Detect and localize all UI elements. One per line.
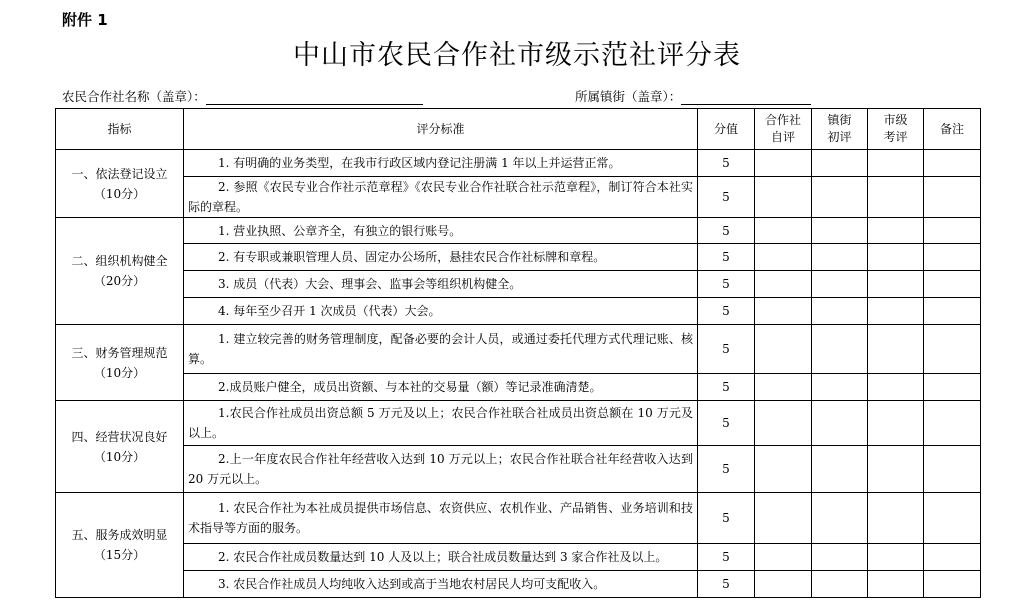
self-eval-cell[interactable] [755,571,812,598]
table-row [56,271,981,298]
self-eval-cell[interactable] [755,544,812,571]
header-town-eval-line1: 镇街 [827,113,852,127]
score-cell: 5 [698,177,755,218]
score-cell: 5 [698,446,755,493]
remarks-cell[interactable] [924,544,981,571]
city-eval-cell[interactable] [868,544,924,571]
town-eval-cell[interactable] [812,218,868,244]
category-points: （10分） [93,365,146,380]
town-eval-cell[interactable] [812,374,868,401]
header-city-eval-line1: 市级 [883,113,908,127]
table-row [56,493,981,544]
table-row [56,374,981,401]
town-eval-cell[interactable] [812,177,868,218]
table-row [56,325,981,374]
remarks-cell[interactable] [924,493,981,544]
criteria-cell: 4. 每年至少召开 1 次成员（代表）大会。 [184,298,698,325]
town-eval-cell[interactable] [812,493,868,544]
town-field [575,87,811,105]
city-eval-cell[interactable] [868,374,924,401]
score-cell: 5 [698,298,755,325]
criteria-cell: 2. 参照《农民专业合作社示范章程》《农民专业合作社联合社示范章程》，制订符合本社实际的章程。 [184,177,698,218]
remarks-cell[interactable] [924,374,981,401]
city-eval-cell[interactable] [868,244,924,271]
self-eval-cell[interactable] [755,493,812,544]
table-row [56,544,981,571]
criteria-cell: 2. 有专职或兼职管理人员、固定办公场所，悬挂农民合作社标牌和章程。 [184,244,698,271]
category-cell [56,493,184,598]
town-eval-cell[interactable] [812,401,868,446]
criteria-cell: 1. 有明确的业务类型，在我市行政区域内登记注册满 1 年以上并运营正常。 [184,150,698,177]
self-eval-cell[interactable] [755,298,812,325]
category-cell [56,325,184,401]
self-eval-cell[interactable] [755,150,812,177]
remarks-cell[interactable] [924,298,981,325]
header-criteria: 评分标准 [184,109,698,150]
self-eval-cell[interactable] [755,271,812,298]
town-eval-cell[interactable] [812,571,868,598]
town-blank[interactable] [681,90,811,105]
category-name: 三、财务管理规范 [71,345,168,360]
self-eval-cell[interactable] [755,374,812,401]
criteria-cell: 1. 建立较完善的财务管理制度，配备必要的会计人员，或通过委托代理方式代理记账、核算。 [184,325,698,374]
table-header [56,109,981,150]
self-eval-cell[interactable] [755,218,812,244]
score-cell: 5 [698,544,755,571]
city-eval-cell[interactable] [868,298,924,325]
category-points: （15分） [93,548,146,562]
city-eval-cell[interactable] [868,177,924,218]
criteria-cell: 2.上一年度农民合作社年经营收入达到 10 万元以上；农民合作社联合社年经营收入达到 20 万元以上。 [184,446,698,493]
criteria-cell: 1. 营业执照、公章齐全，有独立的银行账号。 [184,218,698,244]
category-cell [56,150,184,218]
category-name: 四、经营状况良好 [71,429,168,444]
scoring-table [55,108,981,598]
table-row [56,218,981,244]
header-self-eval [755,109,812,150]
self-eval-cell[interactable] [755,244,812,271]
table-row [56,446,981,493]
remarks-cell[interactable] [924,150,981,177]
criteria-cell: 3. 成员（代表）大会、理事会、监事会等组织机构健全。 [184,271,698,298]
town-eval-cell[interactable] [812,244,868,271]
category-points: （10分） [93,186,146,201]
remarks-cell[interactable] [924,446,981,493]
category-name: 二、组织机构健全 [71,254,168,268]
header-self-eval-line1: 合作社 [764,113,801,127]
town-eval-cell[interactable] [812,150,868,177]
town-label: 所属镇街（盖章）： [575,89,682,104]
attachment-label: 附件 1 [62,11,108,29]
remarks-cell[interactable] [924,244,981,271]
score-cell: 5 [698,325,755,374]
coop-name-label: 农民合作社名称（盖章）： [62,89,206,104]
city-eval-cell[interactable] [868,401,924,446]
city-eval-cell[interactable] [868,325,924,374]
score-cell: 5 [698,244,755,271]
coop-name-blank[interactable] [206,90,423,105]
town-eval-cell[interactable] [812,271,868,298]
category-name: 一、依法登记设立 [71,166,168,181]
header-city-eval-line2: 考评 [883,130,908,144]
table-row [56,401,981,446]
city-eval-cell[interactable] [868,150,924,177]
score-cell: 5 [698,218,755,244]
table-row [56,298,981,325]
table-row [56,244,981,271]
category-points: （20分） [93,274,146,288]
self-eval-cell[interactable] [755,401,812,446]
criteria-cell: 2. 农民合作社成员数量达到 10 人及以上；联合社成员数量达到 3 家合作社及以上。 [184,544,698,571]
criteria-cell: 2.成员账户健全，成员出资额、与本社的交易量（额）等记录准确清楚。 [184,374,698,401]
score-cell: 5 [698,571,755,598]
score-cell: 5 [698,493,755,544]
header-score: 分值 [698,109,755,150]
remarks-cell[interactable] [924,218,981,244]
score-cell: 5 [698,150,755,177]
city-eval-cell[interactable] [868,493,924,544]
town-eval-cell[interactable] [812,544,868,571]
page-title: 中山市农民合作社市级示范社评分表 [293,40,741,71]
town-eval-cell[interactable] [812,446,868,493]
criteria-cell: 1.农民合作社成员出资总额 5 万元及以上；农民合作社联合社成员出资总额在 10 万元及以上。 [184,401,698,446]
score-cell: 5 [698,271,755,298]
category-name: 五、服务成效明显 [71,528,168,542]
town-eval-cell[interactable] [812,325,868,374]
criteria-cell: 3. 农民合作社成员人均纯收入达到或高于当地农村居民人均可支配收入。 [184,571,698,598]
city-eval-cell[interactable] [868,571,924,598]
remarks-cell[interactable] [924,401,981,446]
remarks-cell[interactable] [924,571,981,598]
header-town-eval-line2: 初评 [827,130,852,144]
table-row [56,177,981,218]
score-cell: 5 [698,401,755,446]
score-cell: 5 [698,374,755,401]
self-eval-cell[interactable] [755,446,812,493]
header-self-eval-line2: 自评 [770,130,795,144]
self-eval-cell[interactable] [755,325,812,374]
city-eval-cell[interactable] [868,218,924,244]
town-eval-cell[interactable] [812,298,868,325]
remarks-cell[interactable] [924,177,981,218]
header-indicator: 指标 [56,109,184,150]
header-remarks: 备注 [924,109,981,150]
remarks-cell[interactable] [924,271,981,298]
city-eval-cell[interactable] [868,446,924,493]
header-town-eval [812,109,868,150]
header-city-eval [868,109,924,150]
table-row [56,571,981,598]
criteria-cell: 1. 农民合作社为本社成员提供市场信息、农资供应、农机作业、产品销售、业务培训和技术指导等方面的服务。 [184,493,698,544]
table-row [56,150,981,177]
category-cell [56,218,184,325]
remarks-cell[interactable] [924,325,981,374]
category-cell [56,401,184,493]
city-eval-cell[interactable] [868,271,924,298]
self-eval-cell[interactable] [755,177,812,218]
coop-name-field [62,87,423,105]
category-points: （10分） [93,449,146,464]
